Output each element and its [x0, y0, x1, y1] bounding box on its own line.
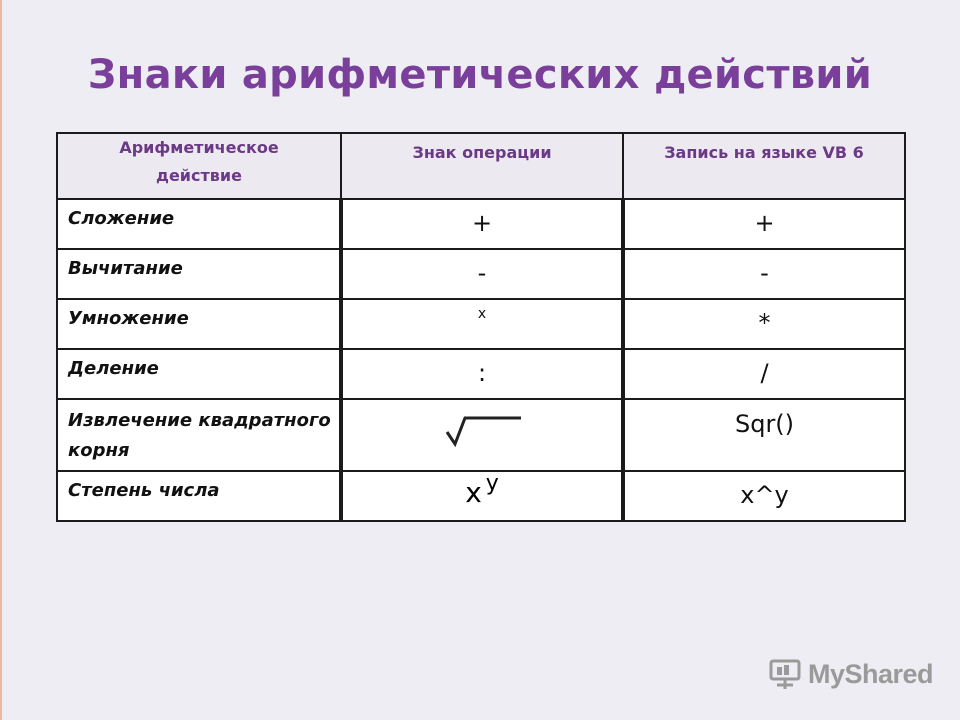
sign-cell: x: [341, 299, 623, 349]
action-cell: Сложение: [57, 199, 341, 249]
header-sign: Знак операции: [341, 133, 623, 199]
action-cell: Вычитание: [57, 249, 341, 299]
vb-cell: Sqr(): [623, 399, 905, 471]
sign-cell: -: [341, 249, 623, 299]
slide-title: Знаки арифметических действий: [87, 52, 873, 98]
table-row: [57, 349, 905, 399]
vb-cell: /: [623, 349, 905, 399]
action-cell: Умножение: [57, 299, 341, 349]
header-vb: Запись на языке VB 6: [623, 133, 905, 199]
watermark-text: MyShared: [808, 658, 934, 689]
table-header-row: [57, 133, 905, 199]
operations-table: [56, 132, 906, 522]
action-cell: Извлечение квадратного корня: [57, 399, 341, 471]
sign-cell: [341, 471, 623, 521]
watermark-logo: [768, 656, 933, 692]
table-row: [57, 299, 905, 349]
sign-cell: [341, 399, 623, 471]
header-action: Арифметическое действие: [57, 133, 341, 199]
sign-cell: :: [341, 349, 623, 399]
vb-cell: x^y: [623, 471, 905, 521]
presentation-board-icon: [768, 657, 802, 691]
table-row: [57, 399, 905, 471]
table-row: [57, 199, 905, 249]
power-notation: [343, 472, 621, 509]
power-exponent: y: [485, 471, 499, 496]
table-row: [57, 249, 905, 299]
vb-cell: *: [623, 299, 905, 349]
table-row: [57, 471, 905, 521]
vb-cell: -: [623, 249, 905, 299]
sign-cell: +: [341, 199, 623, 249]
square-root-icon: [445, 414, 525, 454]
power-base: x: [465, 476, 482, 509]
vb-cell: +: [623, 199, 905, 249]
action-cell: Степень числа: [57, 471, 341, 521]
action-cell: Деление: [57, 349, 341, 399]
